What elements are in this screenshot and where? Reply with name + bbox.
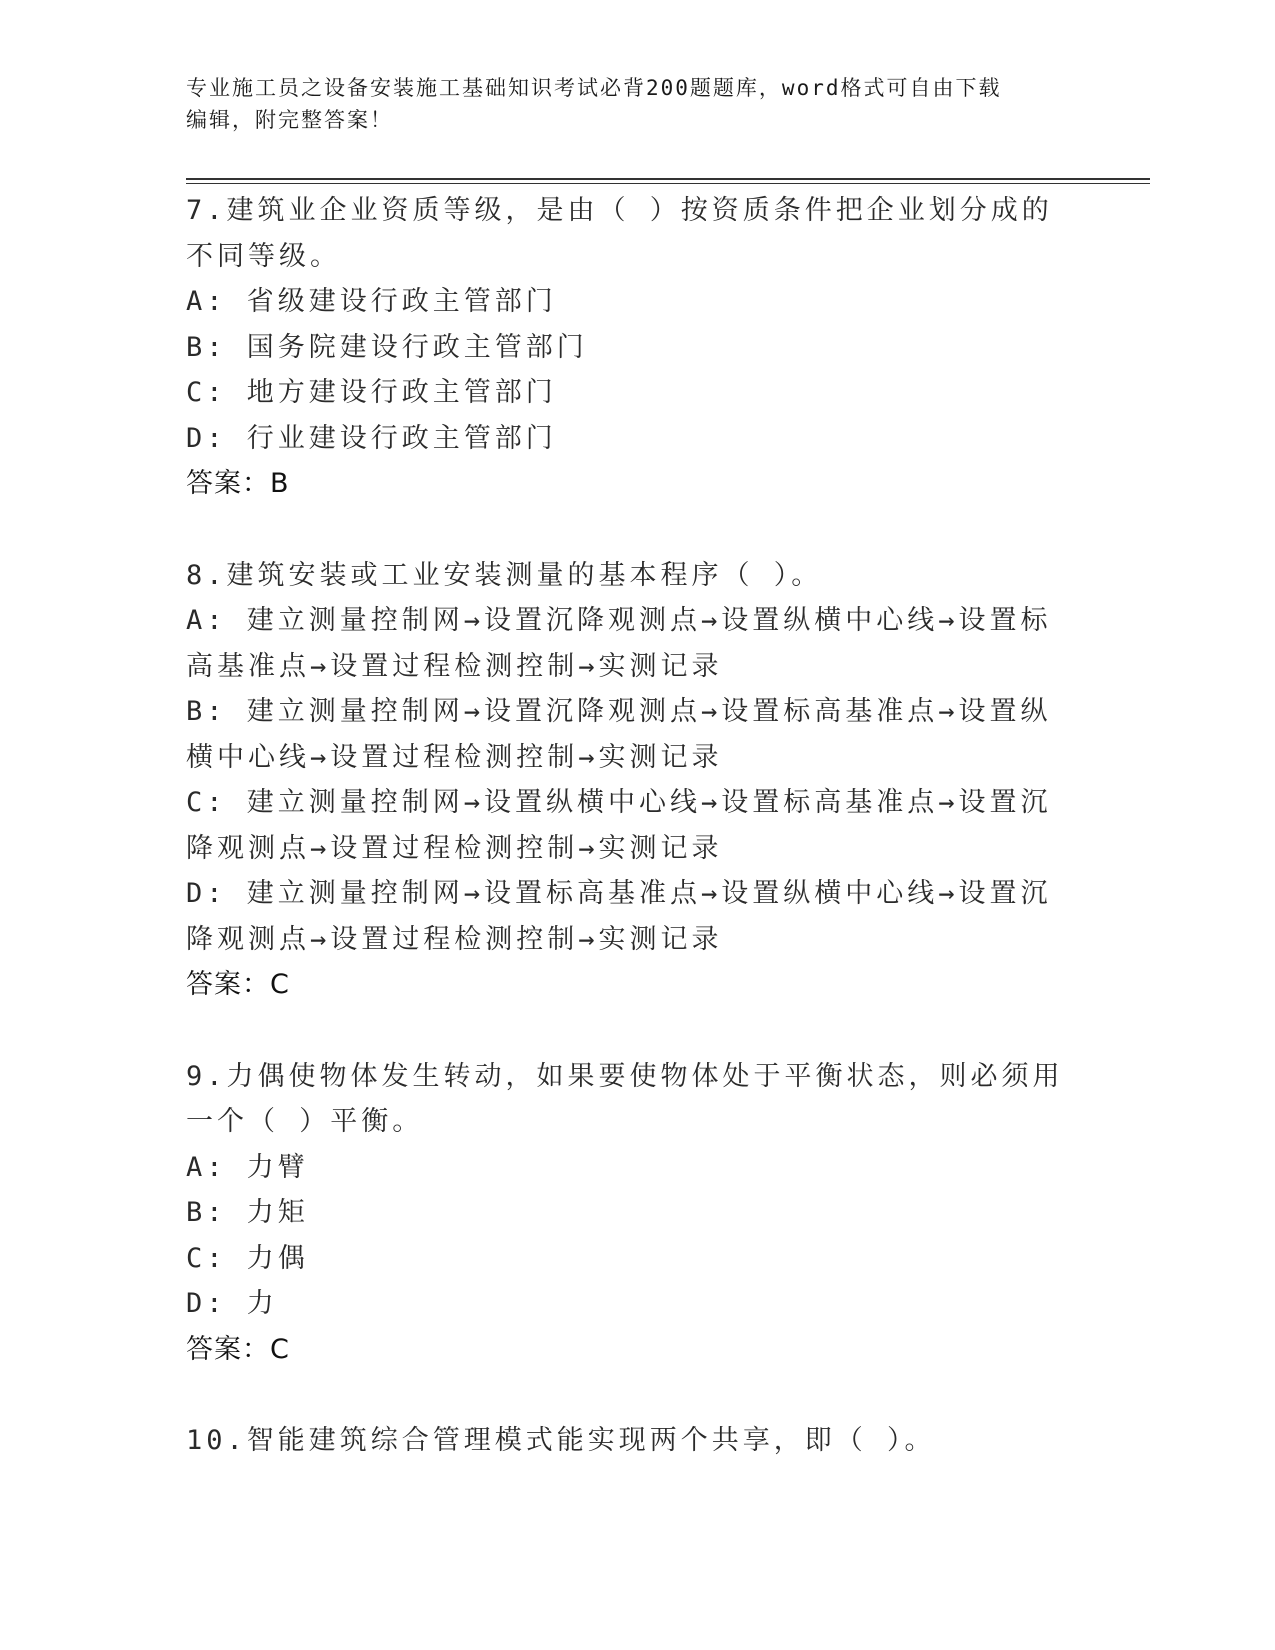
answer: 答案：B [186,468,290,499]
option-a: A: 省级建设行政主管部门 [186,286,557,317]
header-divider-thick [186,178,1150,180]
question-9 [186,1054,1076,1373]
question-list [186,188,1076,1510]
option-d: D: 建立测量控制网→设置标高基准点→设置纵横中心线→设置沉降观测点→设置过程检测控制→实测记录 [186,878,1052,955]
document-header [186,72,1066,136]
question-10 [186,1418,1076,1464]
option-a: A: 建立测量控制网→设置沉降观测点→设置纵横中心线→设置标高基准点→设置过程检测控制→实测记录 [186,605,1052,682]
option-b: B: 力矩 [186,1197,309,1228]
option-c: C: 力偶 [186,1242,309,1274]
option-a: A: 力臂 [186,1151,309,1183]
question-text: 7.建筑业企业资质等级，是由（ ）按资质条件把企业划分成的不同等级。 [186,195,1053,272]
question-text: 9.力偶使物体发生转动，如果要使物体处于平衡状态，则必须用一个（ ）平衡。 [186,1060,1064,1137]
answer: 答案：C [186,969,290,1000]
question-text: 8.建筑安装或工业安装测量的基本程序（ ）。 [186,559,823,591]
option-b: B: 国务院建设行政主管部门 [186,331,588,363]
answer: 答案：C [186,1333,290,1365]
question-text: 10.智能建筑综合管理模式能实现两个共享，即（ ）。 [186,1425,936,1456]
header-divider-thin [186,183,1150,184]
option-c: C: 建立测量控制网→设置纵横中心线→设置标高基准点→设置沉降观测点→设置过程检测控制→实测记录 [186,787,1052,864]
header-title-line-2: 编辑，附完整答案！ [186,108,393,132]
question-8 [186,553,1076,1008]
header-title-line-1: 专业施工员之设备安装施工基础知识考试必背200题题库，word格式可自由下载 [186,76,1002,100]
question-7 [186,188,1076,507]
option-c: C: 地方建设行政主管部门 [186,377,557,408]
option-d: D: 行业建设行政主管部门 [186,422,557,454]
option-b: B: 建立测量控制网→设置沉降观测点→设置标高基准点→设置纵横中心线→设置过程检测控制→实测记录 [186,696,1052,773]
option-d: D: 力 [186,1288,278,1319]
